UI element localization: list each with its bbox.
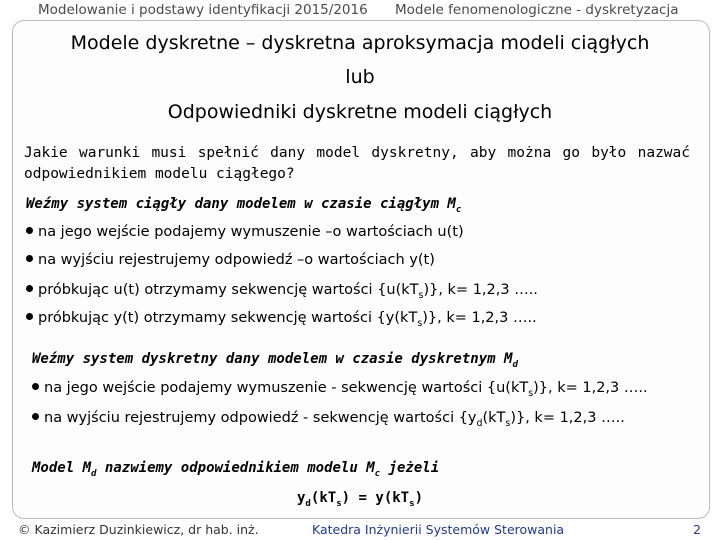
slide-title: Modele dyskretne – dyskretna aproksymacja modeli ciągłych bbox=[70, 32, 650, 54]
slide-frame bbox=[12, 20, 710, 519]
bullet-icon bbox=[32, 383, 39, 390]
bullet-icon bbox=[26, 313, 33, 320]
slide-title-conjunction: lub bbox=[345, 66, 375, 88]
equivalence-formula: $y_d(kT_s) = y(kT_s)$ bbox=[296, 490, 424, 509]
continuous-system-heading: Weźmy system ciągły dany modelem w czasie ciągłym $M_c$ bbox=[26, 196, 462, 215]
intro-question: Jakie warunki musi spełnić dany model dyskretny, aby można go było nazwać odpowiednikiem modelu ciągłego? bbox=[24, 145, 690, 182]
footer-department: Katedra Inżynierii Systemów Sterowania bbox=[312, 522, 565, 537]
list-item: na wyjściu rejestrujemy odpowiedź - sekwencję wartości $\{y_d(kT_s)\}$, k= 1,2,3 ….. bbox=[32, 410, 625, 429]
list-item: na wyjściu rejestrujemy odpowiedź –o wartościach y(t) bbox=[26, 252, 435, 268]
bullet-icon bbox=[26, 227, 33, 234]
header-course: Modelowanie i podstawy identyfikacji 2015/2016 bbox=[38, 2, 368, 18]
bullet-icon bbox=[26, 285, 33, 292]
header-topic: Modele fenomenologiczne - dyskretyzacja bbox=[395, 2, 679, 18]
slide-header bbox=[0, 0, 720, 22]
bullet-icon bbox=[26, 255, 33, 262]
page-number: 2 bbox=[693, 522, 701, 537]
list-item: próbkując u(t) otrzymamy sekwencję wartości $\{u(kT_s)\}$, k= 1,2,3 ….. bbox=[26, 282, 538, 301]
equivalence-condition: Model $M_d$ nazwiemy odpowiednikiem modelu $M_c$ jeżeli bbox=[32, 460, 440, 479]
list-item: próbkując y(t) otrzymamy sekwencję wartości $\{y(kT_s)\}$, k= 1,2,3 ….. bbox=[26, 310, 537, 329]
list-item: na jego wejście podajemy wymuszenie - sekwencję wartości $\{u(kT_s)\}$, k= 1,2,3 ….. bbox=[32, 380, 648, 399]
list-item: na jego wejście podajemy wymuszenie –o wartościach u(t) bbox=[26, 224, 464, 240]
discrete-system-heading: Weźmy system dyskretny dany modelem w czasie dyskretnym $M_d$ bbox=[32, 351, 518, 370]
bullet-icon bbox=[32, 413, 39, 420]
slide-subtitle: Odpowiedniki dyskretne modeli ciągłych bbox=[167, 101, 553, 123]
footer-author: © Kazimierz Duzinkiewicz, dr hab. inż. bbox=[18, 522, 259, 537]
slide-footer bbox=[0, 521, 720, 540]
